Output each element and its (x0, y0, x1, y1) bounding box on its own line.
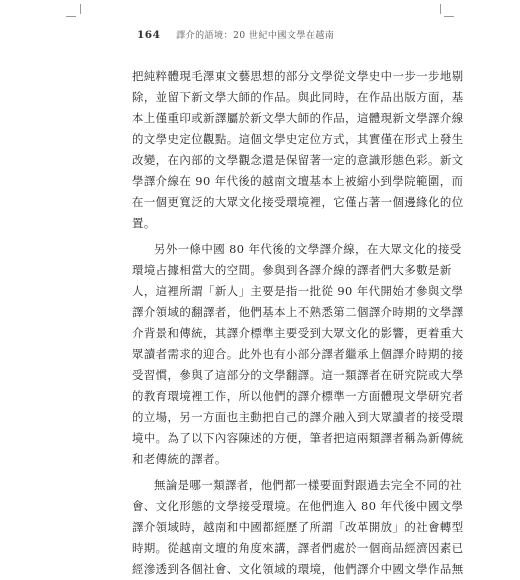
text-line: 的立場，另一方面也主動把自己的譯介融入到大眾讀者的接受環 (132, 410, 464, 424)
text-line: 另外一條中國 80 年代後的文學譯介線，在大眾文化的接受 (154, 242, 462, 256)
text-line: 的文學史定位觀點。這個文學史定位方式，其實僅在形式上發生 (132, 132, 464, 146)
page-number: 164 (137, 29, 161, 41)
text-line: 環境占據相當大的空間。參與到各譯介線的譯者們大多數是新 (132, 263, 452, 277)
paragraph (132, 66, 464, 234)
paragraph (132, 239, 464, 470)
crop-mark-top-left (80, 4, 81, 14)
text-line: 把純粹體現毛澤東文藝思想的部分文學從文學史中一步一步地剔 (132, 69, 464, 83)
text-line: 和老傳統的譯者。 (132, 452, 227, 466)
text-line: 除，並留下新文學大師的作品。與此同時，在作品出版方面，基 (132, 90, 464, 104)
book-title: 譯介的語境：20 世紀中國文學在越南 (176, 31, 335, 41)
text-line: 本上僅重印或新譯屬於新文學大師的作品，這體現新文學譯介線 (132, 111, 464, 125)
text-line: 置。 (132, 216, 156, 230)
crop-mark-top-right (440, 4, 441, 14)
paragraph (132, 475, 464, 580)
text-line: 經滲透到各個社會、文化領域的環境，他們譯介中國文學作品無 (132, 562, 464, 576)
text-line: 學譯介線在 90 年代後的越南文壇基本上被縮小到學院範圍，而 (132, 174, 464, 188)
running-head (137, 28, 334, 41)
text-line: 受習慣，參與了這部分的文學翻譯。這一類譯者在研究院或大學 (132, 368, 464, 382)
text-line: 會、文化形態的文學接受環境。在他們進入 80 年代後中國文學 (132, 499, 464, 513)
text-line: 在一個更寬泛的大眾文化接受環境裡，它僅占著一個邊緣化的位 (132, 195, 464, 209)
crop-mark-right (444, 16, 454, 17)
text-line: 改變，在內部的文學觀念還是保留著一定的意識形態色彩。新文 (132, 153, 464, 167)
text-line: 境中。為了以下內容陳述的方便，筆者把這兩類譯者稱為新傳統 (132, 431, 464, 445)
text-line: 譯介領域的翻譯者，他們基本上不熟悉第二個譯介時期的文學譯 (132, 305, 464, 319)
text-line: 譯介領域時，越南和中國都經歷了所謂「改革開放」的社會轉型 (132, 520, 464, 534)
text-line: 的教育環境裡工作，所以他們的譯介標準一方面體現文學研究者 (132, 389, 464, 403)
text-line: 人，這裡所謂「新人」主要是指一批從 90 年代開始才參與文學 (132, 284, 464, 298)
crop-mark-left (66, 16, 76, 17)
body-text (132, 66, 464, 580)
text-line: 介背景和傳統，其譯介標準主要受到大眾文化的影響，更着重大 (132, 326, 464, 340)
text-line: 無論是哪一類譯者，他們都一樣要面對跟過去完全不同的社 (154, 478, 462, 492)
text-line: 眾讀者需求的迎合。此外也有小部分譯者繼承上個譯介時期的接 (132, 347, 464, 361)
text-line: 時期。從越南文壇的角度來講，譯者們處於一個商品經濟因素已 (132, 541, 464, 555)
